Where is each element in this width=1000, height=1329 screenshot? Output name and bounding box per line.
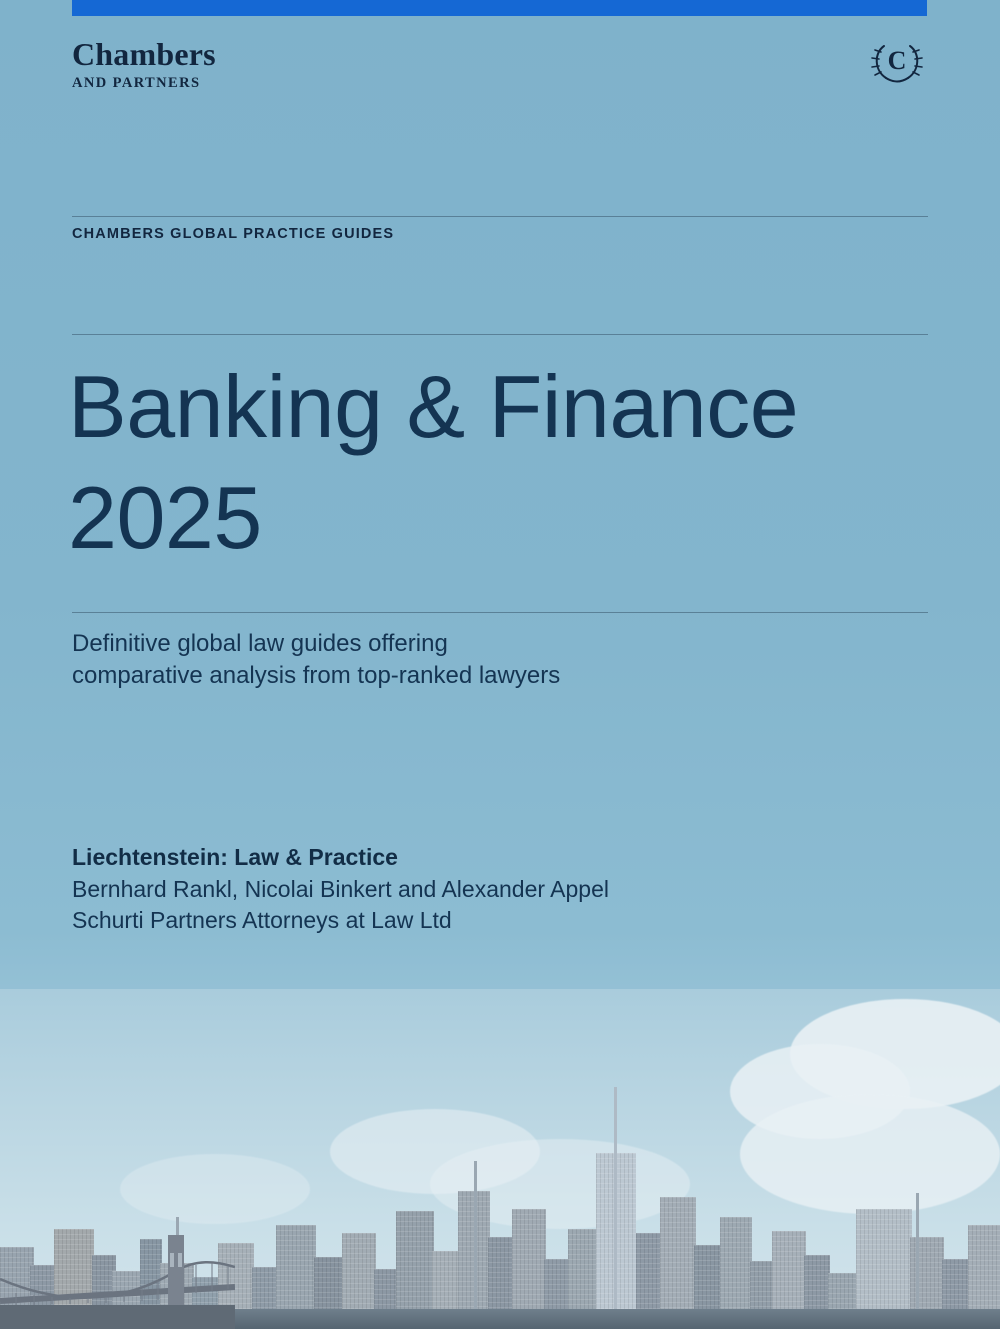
svg-text:C: C [887, 46, 907, 75]
divider-title-bottom [72, 612, 928, 613]
byline [72, 842, 872, 937]
page-title-line-1: Banking & Finance [68, 357, 799, 456]
byline-jurisdiction: Liechtenstein: Law & Practice [72, 844, 398, 870]
chambers-wordmark: Chambers [72, 36, 216, 72]
page-title [68, 352, 948, 574]
divider-title-top [72, 334, 928, 335]
byline-firm: Schurti Partners Attorneys at Law Ltd [72, 907, 452, 934]
series-label: CHAMBERS GLOBAL PRACTICE GUIDES [72, 226, 395, 242]
chambers-logo [72, 38, 216, 92]
byline-authors: Bernhard Rankl, Nicolai Binkert and Alexander Appel [72, 875, 609, 902]
chambers-crest-icon [866, 36, 928, 98]
page-subtitle-line-2: comparative analysis from top-ranked lawyers [72, 661, 561, 689]
chambers-wordmark-subtitle: AND PARTNERS [72, 75, 201, 91]
brooklyn-bridge [0, 1209, 235, 1329]
masthead [72, 38, 928, 108]
page-subtitle-line-1: Definitive global law guides offering [72, 630, 448, 657]
city-skyline [0, 1119, 1000, 1329]
top-accent-bar [72, 0, 927, 16]
page-subtitle [72, 628, 852, 692]
cover-photo [0, 989, 1000, 1329]
divider-top [72, 216, 928, 217]
page-title-line-2: 2025 [68, 467, 262, 567]
